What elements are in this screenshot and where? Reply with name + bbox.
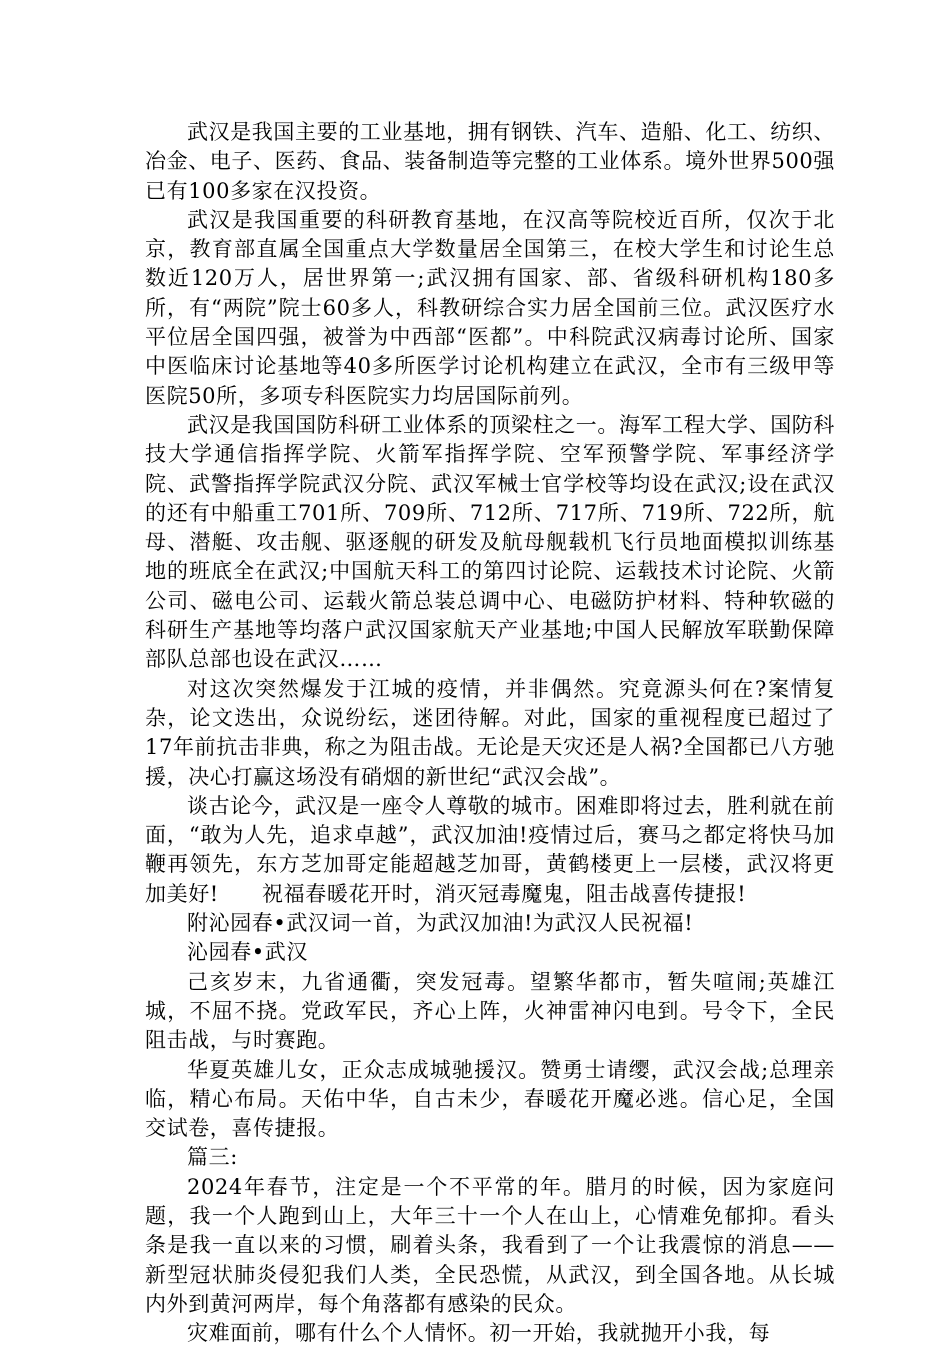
paragraph-epidemic: 对这次突然爆发于江城的疫情，并非偶然。究竟源头何在?案情复杂，论文迭出，众说纷纭，迷团待解。对此，国家的重视程度已超过了17年前抗击非典，称之为阻击战。无论是天灾还是人祸?全国都已八方驰援，决心打赢这场没有硝烟的新世纪“武汉会战”。 <box>145 676 835 789</box>
paragraph-poem-intro: 附沁园春•武汉词一首，为武汉加油!为武汉人民祝福! <box>187 911 694 936</box>
poem-title: 沁园春•武汉 <box>187 940 308 965</box>
poem-stanza-2: 华夏英雄儿女，正众志成城驰援汉。赞勇士请缨，武汉会战;总理亲临，精心布局。天佑中华，自古未少，春暖花开魔必逃。信心足，全国交试卷，喜传捷报。 <box>145 1057 835 1141</box>
paragraph-defense-industry: 武汉是我国国防科研工业体系的顶梁柱之一。海军工程大学、国防科技大学通信指挥学院、火箭军指挥学院、空军预警学院、军事经济学院、武警指挥学院武汉分院、武汉军械士官学校等均设在武汉;设在武汉的还有中船重工701所、709所、712所、717所、719所、722所，航母、潜艇、攻击舰、驱逐舰的研发及航母舰载机飞行员地面模拟训练基地的班底全在武汉;中国航天科工的第四讨论院、运载技术讨论院、火箭公司、磁电公司、运载火箭总装总调中心、电磁防护材料、特种软磁的科研生产基地等均落户武汉国家航天产业基地;中国人民解放军联勤保障部队总部也设在武汉…… <box>145 412 835 672</box>
paragraph-spring-festival: 2024年春节，注定是一个不平常的年。腊月的时候，因为家庭问题，我一个人跑到山上，大年三十一个人在山上，心情难免郁抑。看头条是我一直以来的习惯，刷着头条，我看到了一个让我震惊的消息——新型冠状肺炎侵犯我们人类，全民恐慌，从武汉，到全国各地。从长城内外到黄河两岸，每个角落都有感染的民众。 <box>145 1174 835 1316</box>
paragraph-research-education: 武汉是我国重要的科研教育基地，在汉高等院校近百所，仅次于北京，教育部直属全国重点大学数量居全国第三，在校大学生和讨论生总数近120万人，居世界第一;武汉拥有国家、部、省级科研机构180多所，有“两院”院士60多人，科教研综合实力居全国前三位。武汉医疗水平位居全国四强，被誉为中西部“医都”。中科院武汉病毒讨论所、国家中医临床讨论基地等40多所医学讨论机构建立在武汉，全市有三级甲等医院50所，多项专科医院实力均居国际前列。 <box>145 207 835 408</box>
paragraph-industrial-base: 武汉是我国主要的工业基地，拥有钢铁、汽车、造船、化工、纺织、冶金、电子、医药、食品、装备制造等完整的工业体系。境外世界500强已有100多家在汉投资。 <box>145 120 835 203</box>
paragraph-blessing: 谈古论今，武汉是一座令人尊敬的城市。困难即将过去，胜利就在前面，“敢为人先，追求卓越”，武汉加油!疫情过后，赛马之都定将快马加鞭再领先，东方芝加哥定能超越芝加哥，黄鹤楼更上一层楼，武汉将更加美好! 祝福春暖花开时，消灭冠毒魔鬼，阻击战喜传捷报! <box>145 793 835 906</box>
poem-stanza-1: 己亥岁末，九省通衢，突发冠毒。望繁华都市，暂失喧闹;英雄江城，不屈不挠。党政军民，齐心上阵，火神雷神闪电到。号令下，全民阻击战，与时赛跑。 <box>145 969 835 1053</box>
paragraph-disaster: 灾难面前，哪有什么个人情怀。初一开始，我就抛开小我，每 <box>187 1321 771 1346</box>
document-body <box>145 118 835 1348</box>
section-heading-part-three: 篇三: <box>187 1145 238 1170</box>
